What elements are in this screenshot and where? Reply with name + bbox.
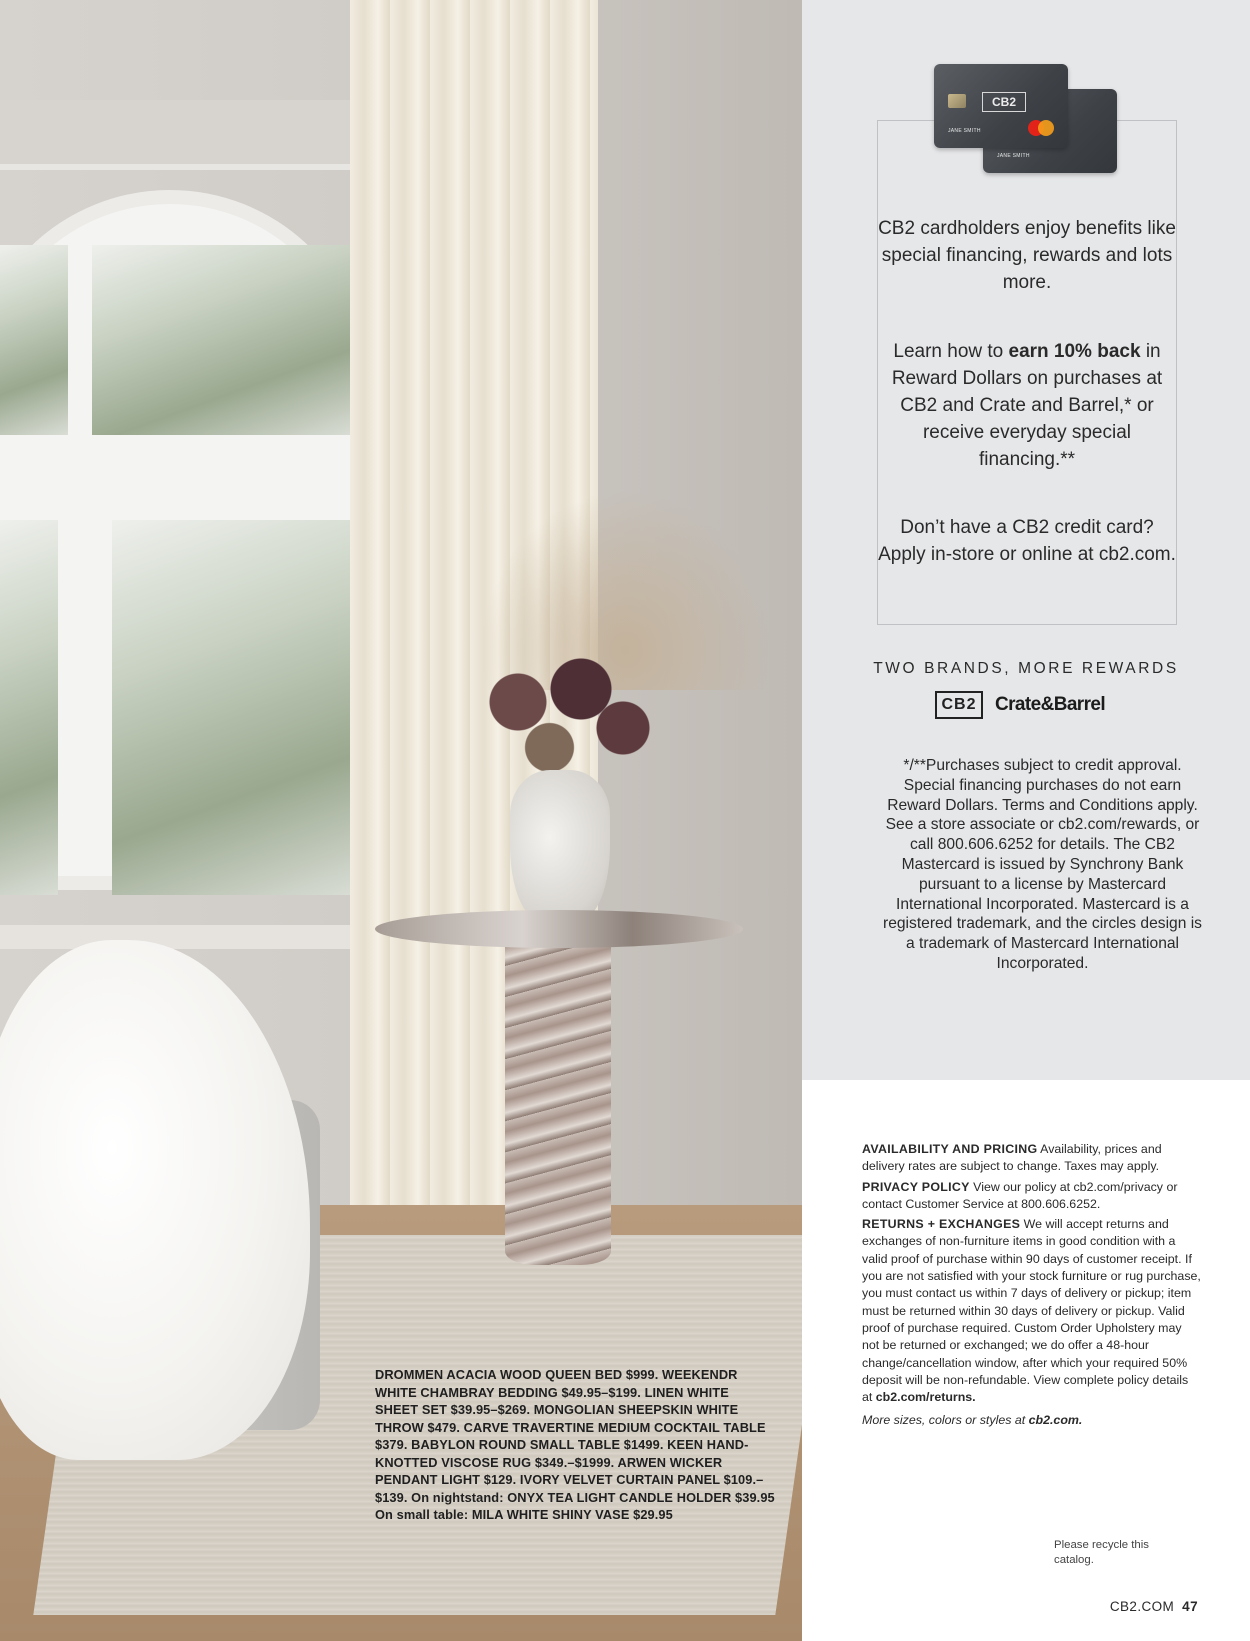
recycle-note: Please recycle this catalog. — [1054, 1539, 1149, 1566]
policy-heading: PRIVACY POLICY — [862, 1179, 970, 1194]
fine-print: */**Purchases subject to credit approval. Special financing purchases do not earn Reward Dollars. Terms and Conditions apply. See a store associate or cb2.com/rewards, or call 800.606.6252 for details. The CB2 Mastercard is issued by Synchrony Bank pursuant to a license by Mastercard International Incorporated. Mastercard is a registered trademark, and the circles design is a trademark of Mastercard International Incorporated. — [883, 757, 1202, 972]
policy-body: We will accept returns and exchanges of non-furniture items in good condition with a valid proof of purchase within 90 days of customer receipt. If you are not satisfied with your stock furniture or rug purchase, you must contact us within 7 days of delivery or pickup; item must be returned within 30 days of delivery or pickup. Valid proof of purchase required. Custom Order Upholstery may not be returned or exchanged; we do offer a 48-hour change/cancellation window, after which your required 50% deposit will be non-refundable. View complete policy details at — [862, 1217, 1201, 1405]
mastercard-icon — [1028, 120, 1056, 136]
card-holder-name: JANE SMITH — [948, 128, 981, 134]
rewards-text — [877, 338, 1177, 473]
availability-policy — [862, 1141, 1202, 1176]
side-table-base — [505, 935, 611, 1265]
product-credits: DROMMEN ACACIA WOOD QUEEN BED $999. WEEKENDR WHITE CHAMBRAY BEDDING $49.95–$199. LINEN WHITE SHEET SET $39.95–$269. MONGOLIAN SHEEPSKIN WHITE THROW $479. CARVE TRAVERTINE MEDIUM COCKTAIL TABLE $379. BABYLON ROUND SMALL TABLE $1499. KEEN HAND-KNOTTED VISCOSE RUG $349.–$1999. ARWEN WICKER PENDANT LIGHT $129. IVORY VELVET CURTAIN PANEL $109.–$139. On nightstand: ONYX TEA LIGHT CANDLE HOLDER $39.95 On small table: MILA WHITE SHINY VASE $29.95 — [375, 1367, 775, 1522]
dried-hydrangeas — [455, 650, 665, 780]
card-logo: CB2 — [982, 92, 1026, 112]
policy-section — [862, 1141, 1202, 1430]
policy-heading: AVAILABILITY AND PRICING — [862, 1142, 1038, 1156]
side-table-top — [375, 910, 743, 948]
returns-policy — [862, 1216, 1202, 1406]
policy-heading: RETURNS + EXCHANGES — [862, 1217, 1021, 1232]
window-sill — [0, 925, 360, 949]
rewards-prefix: Learn how to — [893, 341, 1009, 362]
policy-body: View our policy at cb2.com/privacy or contact Customer Service at 800.606.6252. — [862, 1179, 1178, 1211]
brands-title: TWO BRANDS, MORE REWARDS — [873, 660, 1179, 677]
cb2-logo: CB2 — [935, 691, 983, 719]
benefits-text: CB2 cardholders enjoy benefits like special financing, rewards and lots more. — [878, 218, 1176, 293]
rewards-highlight: earn 10% back — [1008, 341, 1141, 362]
returns-link[interactable]: cb2.com/returns. — [875, 1390, 976, 1405]
chip-icon — [948, 94, 966, 108]
policy-body: Availability, prices and delivery rates are subject to change. Taxes may apply. — [862, 1142, 1162, 1174]
footer-site: CB2.COM — [1109, 1599, 1175, 1614]
card-holder-name: JANE SMITH — [997, 153, 1030, 159]
window-shade — [0, 100, 360, 170]
window-pane — [0, 245, 68, 435]
vase — [510, 770, 610, 920]
privacy-policy — [862, 1179, 1202, 1214]
more-prefix: More sizes, colors or styles at — [862, 1413, 1029, 1428]
window-pane — [112, 520, 354, 895]
page-footer — [1110, 1599, 1198, 1614]
crate-and-barrel-logo: Crate&Barrel — [995, 694, 1106, 715]
window-pane — [0, 520, 58, 895]
credit-card-front — [934, 64, 1068, 148]
rewards-suffix: in Reward Dollars on purchases at CB2 and Crate and Barrel,* or receive everyday special financing.** — [891, 341, 1163, 470]
site-link[interactable]: cb2.com. — [1028, 1413, 1083, 1428]
promo-panel — [802, 0, 1250, 1080]
apply-text: Don’t have a CB2 credit card? Apply in-store or online at cb2.com. — [878, 517, 1176, 565]
page-number: 47 — [1182, 1599, 1198, 1614]
more-styles-note — [862, 1412, 1202, 1429]
window-pane — [92, 245, 352, 435]
